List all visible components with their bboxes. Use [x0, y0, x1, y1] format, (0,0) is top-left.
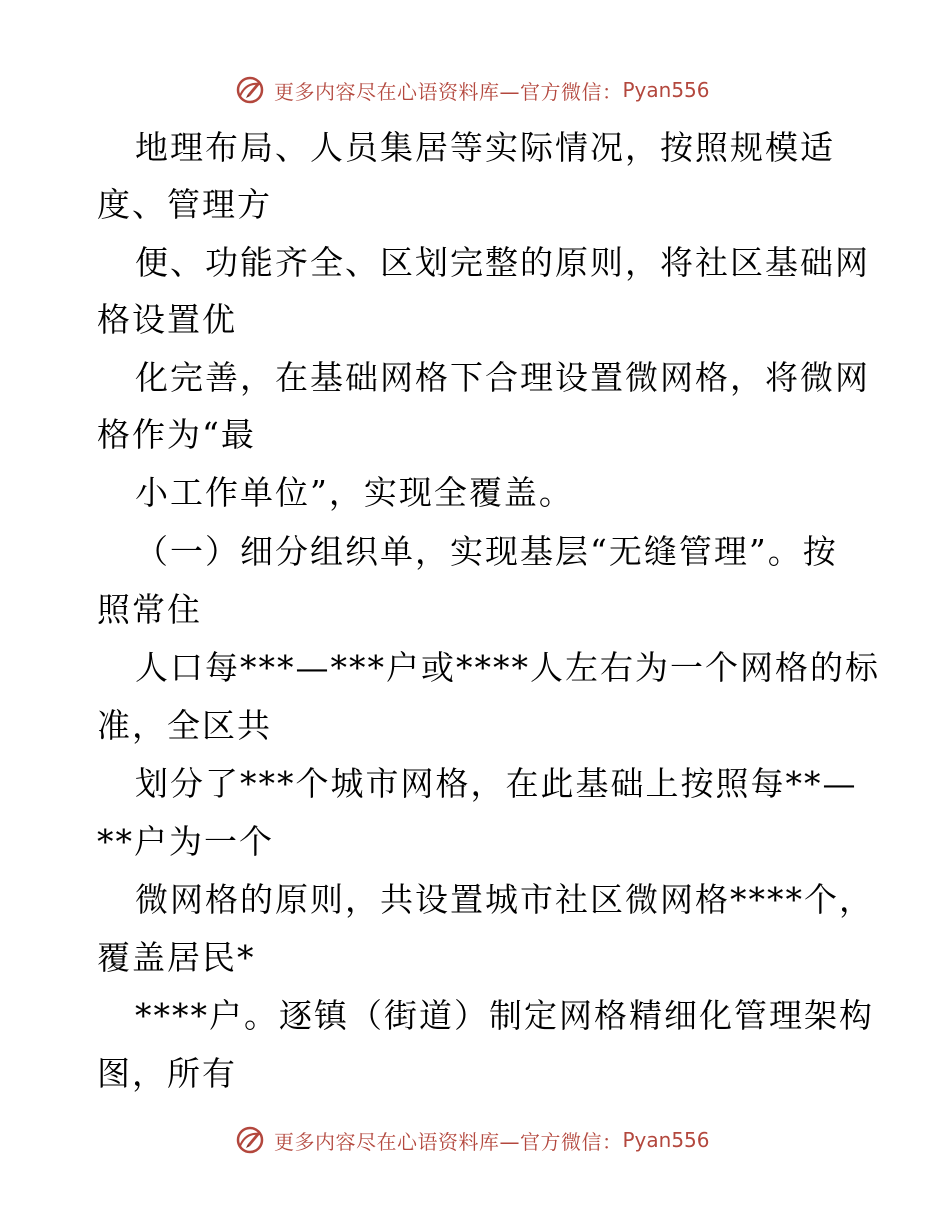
watermark-text: 更多内容尽在心语资料库—官方微信： — [274, 1129, 623, 1154]
watermark-text: 更多内容尽在心语资料库—官方微信： — [274, 79, 623, 104]
pen-swirl-logo-icon — [234, 1124, 266, 1156]
footer-watermark — [234, 1123, 710, 1157]
body-line: 格作为“最 — [97, 415, 256, 454]
watermark-account: Pyan556 — [622, 78, 710, 102]
body-line: 格设置优 — [97, 300, 237, 339]
body-line: ****户。逐镇（街道）制定网格精细化管理架构 — [135, 996, 874, 1035]
watermark-account: Pyan556 — [622, 1128, 710, 1152]
body-line: 小工作单位”，实现全覆盖。 — [135, 473, 574, 512]
body-line: 化完善，在基础网格下合理设置微网格，将微网 — [135, 358, 870, 397]
body-line: 准，全区共 — [97, 706, 272, 745]
body-line: 地理布局、人员集居等实际情况，按照规模适 — [135, 128, 835, 167]
body-line: 图，所有 — [97, 1054, 237, 1093]
body-line: （一）细分组织单，实现基层“无缝管理”。按 — [135, 532, 838, 571]
body-line: **户为一个 — [97, 822, 274, 861]
body-line: 覆盖居民* — [97, 938, 256, 977]
body-line: 照常住 — [97, 590, 202, 629]
body-line: 划分了***个城市网格，在此基础上按照每**— — [135, 764, 858, 803]
body-line: 便、功能齐全、区划完整的原则，将社区基础网 — [135, 243, 870, 282]
body-line: 人口每***—***户或****人左右为一个网格的标 — [135, 648, 880, 687]
body-line: 微网格的原则，共设置城市社区微网格****个， — [135, 880, 874, 919]
body-line: 度、管理方 — [97, 185, 272, 224]
